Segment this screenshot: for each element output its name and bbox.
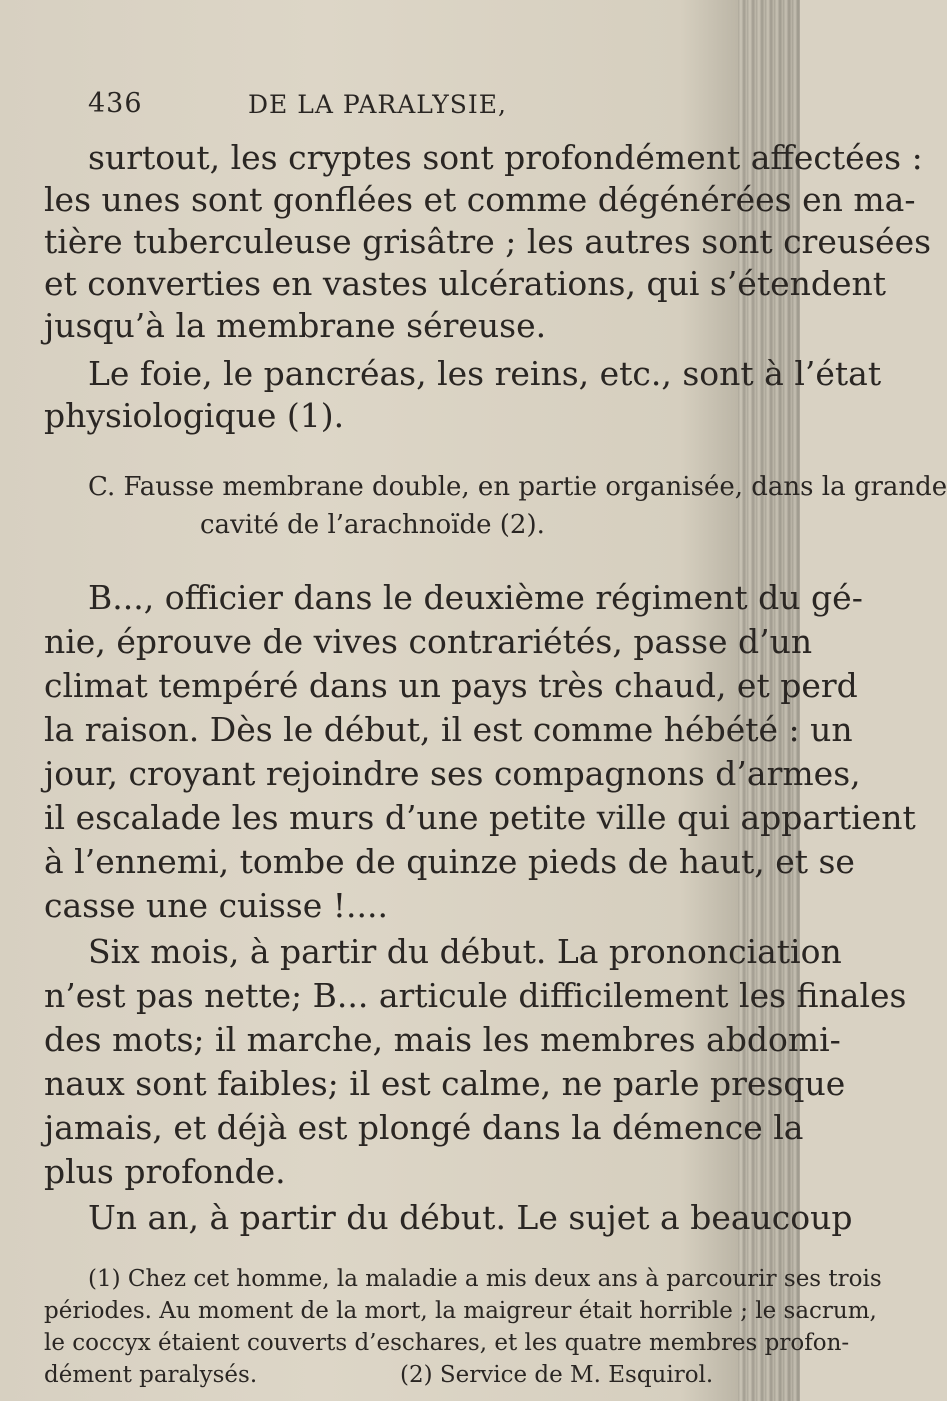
text-line: climat tempéré dans un pays très chaud, et perd xyxy=(44,666,858,705)
running-title: DE LA PARALYSIE, xyxy=(248,90,508,119)
footnote-line: périodes. Au moment de la mort, la maigreur était horrible ; le sacrum, xyxy=(44,1298,877,1324)
specimen-note: C. Fausse membrane double, en partie organisée, dans la grande xyxy=(88,472,947,502)
text-line: plus profonde. xyxy=(44,1152,286,1191)
text-line: physiologique (1). xyxy=(44,396,345,435)
text-line: Un an, à partir du début. Le sujet a beaucoup xyxy=(88,1198,853,1237)
footnote-line: dément paralysés. xyxy=(44,1362,258,1388)
text-line: n’est pas nette; B... articule difficilement les finales xyxy=(44,976,907,1015)
text-line: jusqu’à la membrane séreuse. xyxy=(44,306,547,345)
footnote-line: (1) Chez cet homme, la maladie a mis deux ans à parcourir ses trois xyxy=(88,1266,882,1292)
footnote-line: (2) Service de M. Esquirol. xyxy=(400,1362,714,1388)
footnote-line: le coccyx étaient couverts d’eschares, et les quatre membres profon- xyxy=(44,1330,850,1356)
text-line: jamais, et déjà est plongé dans la démence la xyxy=(44,1108,804,1147)
text-line: casse une cuisse !.... xyxy=(44,886,388,925)
text-line: Six mois, à partir du début. La prononciation xyxy=(88,932,842,971)
text-line: et converties en vastes ulcérations, qui s’étendent xyxy=(44,264,887,303)
text-line: jour, croyant rejoindre ses compagnons d’armes, xyxy=(44,754,861,793)
text-line: B..., officier dans le deuxième régiment du gé- xyxy=(88,578,863,617)
text-line: des mots; il marche, mais les membres abdomi- xyxy=(44,1020,841,1059)
page-header xyxy=(88,88,688,128)
text-line: surtout, les cryptes sont profondément affectées : xyxy=(88,138,923,177)
text-line: naux sont faibles; il est calme, ne parle presque xyxy=(44,1064,846,1103)
text-line: à l’ennemi, tombe de quinze pieds de haut, et se xyxy=(44,842,855,881)
text-line: tière tuberculeuse grisâtre ; les autres sont creusées xyxy=(44,222,932,261)
specimen-note: cavité de l’arachnoïde (2). xyxy=(200,510,545,540)
text-line: la raison. Dès le début, il est comme hébété : un xyxy=(44,710,853,749)
text-line: nie, éprouve de vives contrariétés, passe d’un xyxy=(44,622,813,661)
text-line: les unes sont gonflées et comme dégénérées en ma- xyxy=(44,180,916,219)
text-line: il escalade les murs d’une petite ville qui appartient xyxy=(44,798,916,837)
text-line: Le foie, le pancréas, les reins, etc., sont à l’état xyxy=(88,354,882,393)
page-number: 436 xyxy=(88,88,143,119)
